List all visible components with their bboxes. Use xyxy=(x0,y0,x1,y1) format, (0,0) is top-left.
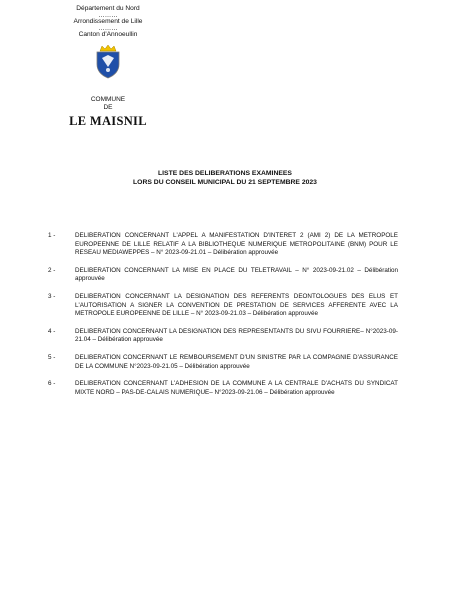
list-item xyxy=(48,293,398,319)
list-item xyxy=(48,267,398,284)
list-title-line1: LISTE DES DELIBERATIONS EXAMINEES xyxy=(158,170,292,177)
crest-charge-dot xyxy=(106,68,110,72)
crest-crown xyxy=(100,45,116,51)
item-text: DELIBERATION CONCERNANT L'APPEL A MANIFESTATION D'INTERET 2 (AMI 2) DE LA METROPOLE EUROPEENNE DE LILLE RELATIF A LA BIBLIOTHEQUE NUMERIQUE METROPOLITAINE (BNM) POUR LE RESEAU MEDIAWEPPES – N° 2023-09-21.01 – Délibération approuvée xyxy=(75,232,398,257)
list-item xyxy=(48,380,398,397)
separator-dots: ……… xyxy=(98,25,118,32)
item-number: 6 - xyxy=(48,380,56,388)
item-number: 3 - xyxy=(48,292,56,300)
commune-label: COMMUNE xyxy=(90,96,126,103)
item-number: 5 - xyxy=(48,353,56,361)
deliberation-list xyxy=(48,232,398,397)
coat-of-arms-icon xyxy=(93,45,123,79)
item-number: 4 - xyxy=(48,327,56,335)
administrative-header xyxy=(58,5,158,79)
item-text: DELIBERATION CONCERNANT LA DESIGNATION DES REFERENTS DEONTOLOGUES DES ELUS ET L'AUTORISATION A SIGNER LA CONVENTION DE PRESTATION DE SERVICES AFFERENTE AVEC LA METROPOLE EUROPEENNE DE LILLE – N° 2023-09-21.03 – Délibération approuvée xyxy=(75,292,398,318)
list-title xyxy=(0,169,450,187)
item-text: DELIBERATION CONCERNANT L'ADHESION DE LA COMMUNE A LA CENTRALE D'ACHATS DU SYNDICAT MIXTE NORD – PAS-DE-CALAIS NUMERIQUE– N°2023-09-21.06 – Délibération approuvée xyxy=(75,380,398,396)
list-item xyxy=(48,328,398,345)
department-label: Département du Nord xyxy=(76,5,140,12)
item-text: DELIBERATION CONCERNANT LA MISE EN PLACE DU TELETRAVAIL – N° 2023-09-21.02 – Délibération approuvée xyxy=(75,266,398,283)
canton-label: Canton d'Annoeullin xyxy=(78,31,138,38)
item-text: DELIBERATION CONCERNANT LA DESIGNATION DES REPRESENTANTS DU SIVU FOURRIERE– N°2023-09-21.04 – Délibération approuvée xyxy=(75,327,398,344)
commune-title xyxy=(58,96,158,128)
commune-de: DE xyxy=(103,104,113,111)
list-item xyxy=(48,232,398,258)
separator-dots: ……… xyxy=(98,12,118,19)
arrondissement-label: Arrondissement de Lille xyxy=(73,18,143,25)
commune-name: LE MAISNIL xyxy=(69,114,147,128)
list-item xyxy=(48,354,398,371)
item-text: DELIBERATION CONCERNANT LE REMBOURSEMENT D'UN SINISTRE PAR LA COMPAGNIE D'ASSURANCE DE LA COMMUNE N°2023-09-21.05 – Délibération approuvée xyxy=(75,353,398,370)
item-number: 2 - xyxy=(48,266,56,274)
list-title-line2: LORS DU CONSEIL MUNICIPAL DU 21 SEPTEMBRE 2023 xyxy=(133,179,317,186)
item-number: 1 - xyxy=(48,232,56,239)
